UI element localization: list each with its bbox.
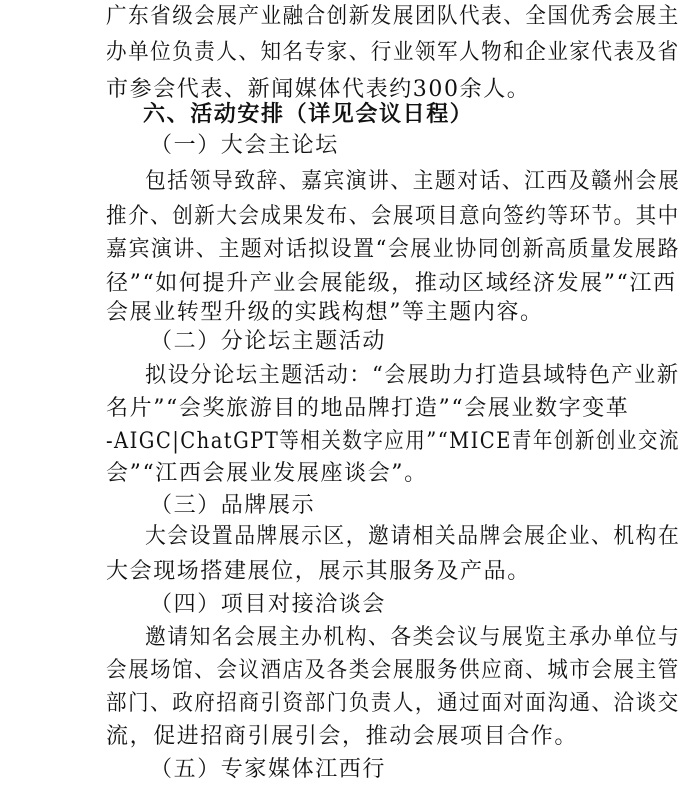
paragraph-line: 会”“江西会展业发展座谈会”。	[106, 461, 428, 486]
paragraph-line: 邀请知名会展主办机构、各类会议与展览主承办单位与	[145, 625, 681, 650]
paragraph-line: 大会现场搭建展位，展示其服务及产品。	[106, 559, 531, 584]
paragraph-line: 流，促进招商引展引会，推动会展项目合作。	[106, 724, 579, 749]
paragraph-line: 会展场馆、会议酒店及各类会展服务供应商、城市会展主管	[106, 658, 680, 683]
intro-line: 办单位负责人、知名专家、行业领军人物和企业家代表及省	[106, 40, 680, 65]
subsection-title: （四）项目对接洽谈会	[150, 592, 387, 617]
subsection-title: （二）分论坛主题活动	[150, 329, 387, 354]
subsection-title: （五）专家媒体江西行	[150, 757, 387, 782]
paragraph-line: -AIGC|ChatGPT等相关数字应用”“MICE青年创新创业交流	[106, 429, 680, 454]
paragraph-line: 会展业转型升级的实践构想”等主题内容。	[106, 300, 544, 325]
subsection-title: （一）大会主论坛	[150, 133, 339, 158]
paragraph-line: 大会设置品牌展示区，邀请相关品牌会展企业、机构在	[145, 524, 681, 549]
intro-line: 广东省级会展产业融合创新发展团队代表、全国优秀会展主	[106, 4, 680, 29]
paragraph-line: 推介、创新大会成果发布、会展项目意向签约等环节。其中	[106, 204, 680, 229]
paragraph-line: 径”“如何提升产业会展能级，推动区域经济发展”“江西	[106, 271, 677, 296]
paragraph-line: 拟设分论坛主题活动：“会展助力打造县域特色产业新	[145, 363, 680, 388]
paragraph-line: 包括领导致辞、嘉宾演讲、主题对话、江西及赣州会展	[145, 169, 681, 194]
paragraph-line: 部门、政府招商引资部门负责人，通过面对面沟通、洽谈交	[106, 691, 680, 716]
paragraph-line: 嘉宾演讲、主题对话拟设置“会展业协同创新高质量发展路	[106, 237, 680, 262]
intro-line: 市参会代表、新闻媒体代表约300余人。	[106, 77, 531, 102]
paragraph-line: 名片”“会奖旅游目的地品牌打造”“会展业数字变革	[106, 396, 630, 421]
subsection-title: （三）品牌展示	[150, 493, 316, 518]
section-heading: 六、活动安排（详见会议日程）	[143, 102, 474, 127]
